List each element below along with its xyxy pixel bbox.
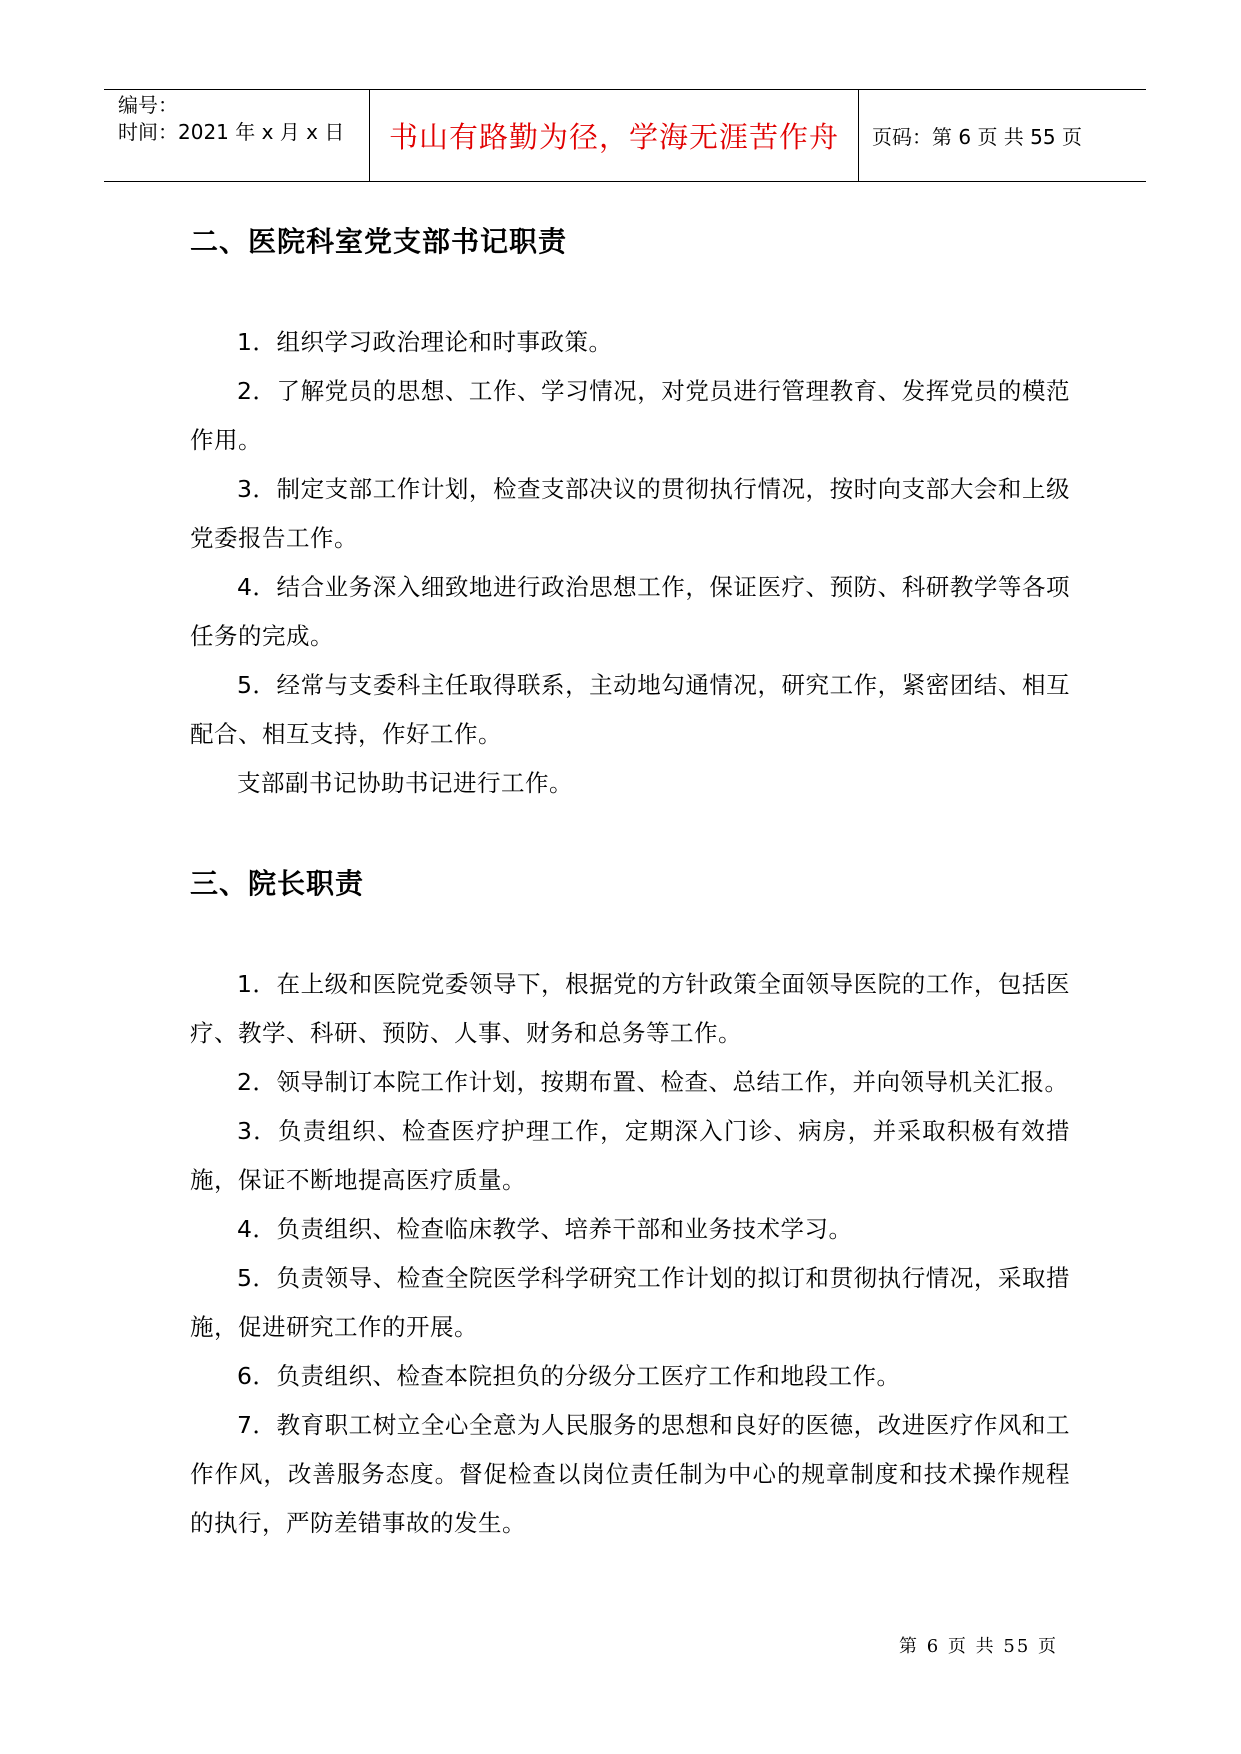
paragraph: 支部副书记协助书记进行工作。 xyxy=(237,769,573,797)
section-heading: 三、院长职责 xyxy=(190,867,365,900)
page-header xyxy=(104,89,1146,182)
paragraph: 5．负责领导、检查全院医学科学研究工作计划的拟订和贯彻执行情况，采取措施，促进研究工作的开展。 xyxy=(190,1264,1070,1341)
section-body xyxy=(190,960,1070,1548)
document-body xyxy=(190,222,1070,1548)
document-number: 编号： xyxy=(118,93,178,117)
paragraph: 6．负责组织、检查本院担负的分级分工医疗工作和地段工作。 xyxy=(237,1362,901,1390)
section-body xyxy=(190,318,1070,808)
paragraph: 1．组织学习政治理论和时事政策。 xyxy=(237,328,613,356)
paragraph: 3．负责组织、检查医疗护理工作，定期深入门诊、病房，并采取积极有效措施，保证不断地提高医疗质量。 xyxy=(190,1117,1070,1194)
header-divider xyxy=(369,90,370,181)
page-footer: 第 6 页 共 55 页 xyxy=(899,1636,1058,1657)
paragraph: 1．在上级和医院党委领导下，根据党的方针政策全面领导医院的工作，包括医疗、教学、科研、预防、人事、财务和总务等工作。 xyxy=(190,970,1070,1047)
header-page-number: 页码：第 6 页 共 55 页 xyxy=(872,125,1082,149)
document-time: 时间：2021 年 x 月 x 日 xyxy=(118,120,345,144)
paragraph: 4．负责组织、检查临床教学、培养干部和业务技术学习。 xyxy=(237,1215,853,1243)
paragraph: 5．经常与支委科主任取得联系，主动地勾通情况，研究工作，紧密团结、相互配合、相互支持，作好工作。 xyxy=(190,671,1070,748)
section-heading: 二、医院科室党支部书记职责 xyxy=(190,225,568,258)
header-motto: 书山有路勤为径，学海无涯苦作舟 xyxy=(388,120,839,154)
paragraph: 2．领导制订本院工作计划，按期布置、检查、总结工作，并向领导机关汇报。 xyxy=(237,1068,1069,1096)
paragraph: 3．制定支部工作计划，检查支部决议的贯彻执行情况，按时向支部大会和上级党委报告工作。 xyxy=(190,475,1070,552)
paragraph: 7．教育职工树立全心全意为人民服务的思想和良好的医德，改进医疗作风和工作作风，改善服务态度。督促检查以岗位责任制为中心的规章制度和技术操作规程的执行，严防差错事故的发生。 xyxy=(190,1411,1070,1537)
header-meta xyxy=(118,92,344,146)
header-divider xyxy=(858,90,859,181)
paragraph: 2．了解党员的思想、工作、学习情况，对党员进行管理教育、发挥党员的模范作用。 xyxy=(190,377,1070,454)
paragraph: 4．结合业务深入细致地进行政治思想工作，保证医疗、预防、科研教学等各项任务的完成。 xyxy=(190,573,1070,650)
